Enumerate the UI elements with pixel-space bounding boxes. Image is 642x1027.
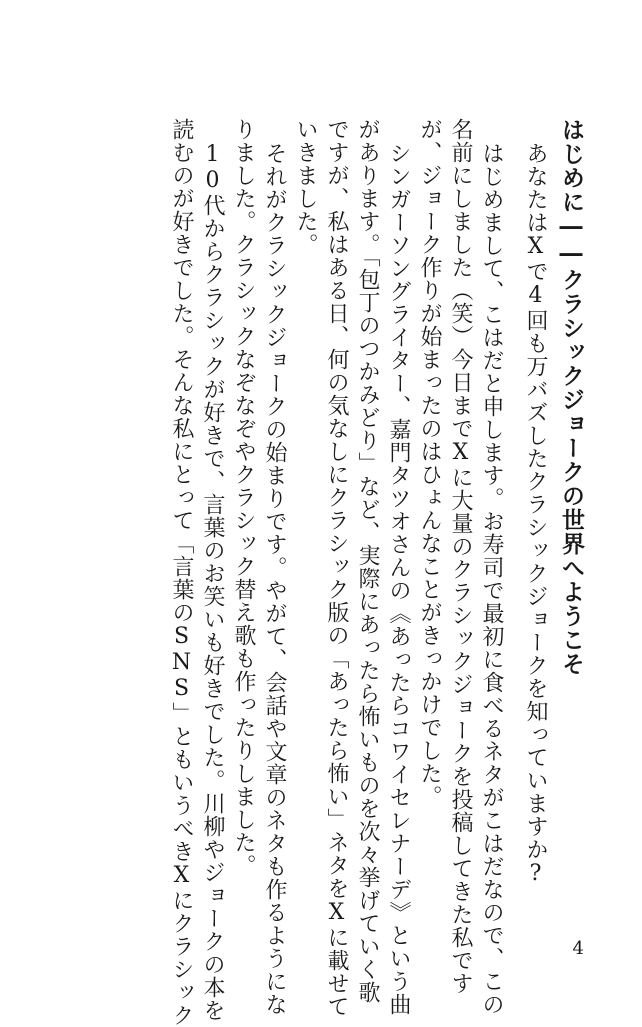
body-line: ですが、私はある日、何の気なしにクラシック版の「あったら怖い」ネタをXに載せて [324, 118, 349, 1018]
body-line: りました。クラシックなぞなぞやクラシック替え歌も作ったりしました。 [231, 118, 256, 877]
body-line: 名前にしました（笑）今日までXに大量のクラシックジョークを投稿してきた私です [448, 118, 473, 995]
body-line: 10代からクラシックが好きで、言葉のお笑いも好きでした。川柳やジョークの本を [200, 142, 225, 1022]
body-line: それがクラシックジョークの始まりです。やがて、会話や文章のネタも作るようにな [262, 142, 287, 1016]
body-line: いきました。 [293, 118, 318, 256]
body-line: はじめまして、こはだと申します。お寿司で最初に食べるネタがこはだなので、この [479, 142, 504, 1016]
vertical-text-block [24, 118, 584, 1027]
chapter-heading: はじめに――クラシックジョークの世界へようこそ [558, 118, 584, 676]
body-line: があります。「包丁のつかみどり」など、実際にあったら怖いものを次々挙げていく歌 [355, 118, 380, 1004]
lead-line: あなたはXで4回も万バズしたクラシックジョークを知っていますか? [523, 142, 548, 887]
body-line: が、ジョーク作りが始まったのはひょんなことがきっかけでした。 [417, 118, 442, 808]
body-line: 読むのが好きでした。そんな私にとって「言葉のSNS」ともいうべきXにクラシック [169, 118, 194, 1027]
body-line: シンガーソングライター、嘉門タツオさんの《あったらコワイセレナーデ》という曲 [386, 142, 411, 1016]
page-number: 4 [572, 938, 584, 959]
